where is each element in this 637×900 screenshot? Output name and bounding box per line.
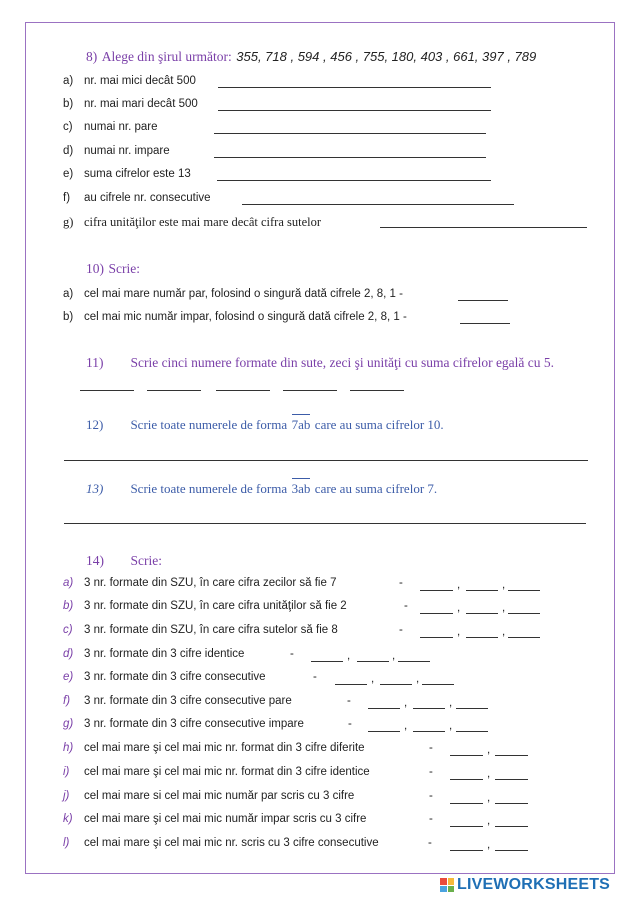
separator: , [487, 792, 491, 804]
answer-line-8f[interactable] [242, 204, 514, 205]
dash: - [347, 695, 351, 707]
answer-line-14c-1[interactable] [420, 637, 453, 638]
ex8-item-g [63, 215, 321, 230]
answer-line-14g-2[interactable] [413, 731, 445, 732]
answer-line-14j-1[interactable] [450, 803, 483, 804]
ex12-text-after: care au suma cifrelor 10. [314, 417, 444, 432]
item-letter: g) [63, 718, 74, 730]
item-text: numai nr. pare [84, 121, 158, 133]
answer-line-14d-3[interactable] [398, 661, 430, 662]
ex12-number: 12) [86, 417, 104, 432]
ex14-item-d [63, 648, 244, 660]
separator: , [487, 815, 491, 827]
answer-line-11-1[interactable] [80, 390, 134, 391]
ex14-item-h [63, 742, 365, 754]
answer-line-14k-2[interactable] [495, 826, 528, 827]
answer-line-14a-3[interactable] [508, 590, 540, 591]
dash: - [429, 790, 433, 802]
separator: , [502, 602, 506, 614]
item-text: cel mai mic număr impar, folosind o singură dată cifrele 2, 8, 1 - [84, 311, 407, 323]
dash: - [399, 624, 403, 636]
answer-line-14e-3[interactable] [422, 684, 454, 685]
answer-line-14c-2[interactable] [466, 637, 498, 638]
answer-line-14a-2[interactable] [466, 590, 498, 591]
separator: , [457, 626, 461, 638]
ex8-heading [86, 48, 536, 66]
ex14-number: 14) [86, 553, 104, 568]
item-letter: j) [63, 790, 70, 802]
separator: , [502, 579, 506, 591]
ex10-item-a [63, 288, 403, 300]
item-text: au cifrele nr. consecutive [84, 192, 211, 204]
ex8-number: 8) [86, 49, 98, 64]
ex14-item-a [63, 577, 336, 589]
ex14-item-e [63, 671, 266, 683]
item-letter: d) [63, 648, 74, 660]
item-text: suma cifrelor este 13 [84, 168, 191, 180]
item-text: 3 nr. formate din SZU, în care cifra unităţilor să fie 2 [84, 600, 347, 612]
ex14-item-i [63, 766, 370, 778]
answer-line-14e-2[interactable] [380, 684, 412, 685]
item-letter: g) [63, 215, 74, 229]
answer-line-14d-1[interactable] [311, 661, 343, 662]
separator: , [487, 839, 491, 851]
ex10-item-b [63, 311, 407, 323]
answer-line-10a[interactable] [458, 300, 508, 301]
ex13-number-form: 3ab [291, 481, 311, 496]
separator: , [392, 650, 396, 662]
dash: - [290, 648, 294, 660]
item-text: cel mai mare şi cel mai mic număr impar scris cu 3 cifre [84, 813, 367, 825]
item-text: 3 nr. formate din 3 cifre consecutive pare [84, 695, 292, 707]
ex13-heading [86, 480, 437, 498]
ex14-item-g [63, 718, 304, 730]
answer-line-14a-1[interactable] [420, 590, 453, 591]
answer-line-11-3[interactable] [216, 390, 270, 391]
item-text: cel mai mare şi cel mai mic nr. format din 3 cifre diferite [84, 742, 365, 754]
ex14-heading [86, 552, 162, 570]
ex14-item-l [63, 837, 379, 849]
brand-name: LIVEWORKSHEETS [457, 876, 611, 893]
item-letter: e) [63, 671, 74, 683]
separator: , [347, 650, 351, 662]
separator: , [502, 626, 506, 638]
answer-line-11-5[interactable] [350, 390, 404, 391]
separator: , [416, 673, 420, 685]
liveworksheets-logo [440, 876, 610, 894]
ex8-item-f [63, 192, 211, 204]
item-letter: b) [63, 600, 74, 612]
item-text: 3 nr. formate din 3 cifre identice [84, 648, 245, 660]
answer-line-14l-2[interactable] [495, 850, 528, 851]
ex12-text-before: Scrie toate numerele de forma [130, 417, 288, 432]
dash: - [399, 577, 403, 589]
item-text: cel mai mare număr par, folosind o singură dată cifrele 2, 8, 1 - [84, 288, 403, 300]
ex8-sequence: 355, 718 , 594 , 456 , 755, 180, 403 , 661, 397 , 789 [236, 49, 537, 64]
item-letter: f) [63, 695, 71, 707]
ex14-item-k [63, 813, 366, 825]
answer-line-14f-3[interactable] [456, 708, 488, 709]
dash: - [429, 742, 433, 754]
answer-line-14g-3[interactable] [456, 731, 488, 732]
answer-line-8g[interactable] [380, 227, 587, 228]
answer-line-8e[interactable] [217, 180, 491, 181]
item-text: cifra unităţilor este mai mare decât cifra sutelor [84, 215, 322, 229]
item-letter: c) [63, 121, 73, 133]
answer-line-10b[interactable] [460, 323, 510, 324]
answer-line-14i-2[interactable] [495, 779, 528, 780]
separator: , [457, 602, 461, 614]
item-letter: b) [63, 311, 74, 323]
answer-line-14i-1[interactable] [450, 779, 483, 780]
item-letter: l) [63, 837, 70, 849]
ex12-number-form: 7ab [291, 417, 311, 432]
item-text: cel mai mare şi cel mai mic nr. scris cu 3 cifre consecutive [84, 837, 379, 849]
dash: - [429, 766, 433, 778]
answer-line-12[interactable] [64, 460, 588, 461]
separator: , [404, 697, 408, 709]
item-letter: a) [63, 75, 74, 87]
ex11-text: Scrie cinci numere formate din sute, zeci şi unităţi cu suma cifrelor egală cu 5. [130, 355, 555, 370]
ex8-item-a [63, 75, 196, 87]
answer-line-11-4[interactable] [283, 390, 337, 391]
dash: - [313, 671, 317, 683]
ex13-text-after: care au suma cifrelor 7. [314, 481, 438, 496]
ex14-item-b [63, 600, 347, 612]
dash: - [428, 837, 432, 849]
item-text: 3 nr. formate din SZU, în care cifra sutelor să fie 8 [84, 624, 338, 636]
answer-line-8c[interactable] [214, 133, 486, 134]
ex10-heading [86, 260, 140, 278]
item-text: nr. mai mari decât 500 [84, 98, 198, 110]
ex13-text-before: Scrie toate numerele de forma [130, 481, 288, 496]
answer-line-14d-2[interactable] [357, 661, 389, 662]
ex11-heading [86, 354, 554, 372]
item-letter: b) [63, 98, 74, 110]
dash: - [404, 600, 408, 612]
ex11-number: 11) [86, 355, 104, 370]
item-letter: a) [63, 288, 74, 300]
separator: , [487, 744, 491, 756]
ex8-title: Alege din şirul următor: [101, 49, 232, 64]
answer-line-14g-1[interactable] [368, 731, 400, 732]
ex8-item-e [63, 168, 191, 180]
ex10-title: Scrie: [108, 261, 140, 276]
answer-line-8d[interactable] [214, 157, 486, 158]
answer-line-14h-1[interactable] [450, 755, 483, 756]
ex12-heading [86, 416, 444, 434]
separator: , [371, 673, 375, 685]
item-text: 3 nr. formate din SZU, în care cifra zecilor să fie 7 [84, 577, 337, 589]
ex14-title: Scrie: [130, 553, 162, 568]
answer-line-14f-2[interactable] [413, 708, 445, 709]
separator: , [449, 720, 453, 732]
item-letter: k) [63, 813, 73, 825]
ex14-item-f [63, 695, 292, 707]
separator: , [449, 697, 453, 709]
answer-line-14b-1[interactable] [420, 613, 453, 614]
logo-icon [440, 878, 454, 892]
separator: , [404, 720, 408, 732]
ex8-item-b [63, 98, 198, 110]
item-text: cel mai mare si cel mai mic număr par scris cu 3 cifre [84, 790, 355, 802]
ex14-item-j [63, 790, 354, 802]
answer-line-14l-1[interactable] [450, 850, 483, 851]
ex14-item-c [63, 624, 338, 636]
answer-line-11-2[interactable] [147, 390, 201, 391]
item-letter: f) [63, 192, 71, 204]
dash: - [348, 718, 352, 730]
item-text: 3 nr. formate din 3 cifre consecutive [84, 671, 266, 683]
item-letter: i) [63, 766, 70, 778]
answer-line-13[interactable] [64, 523, 586, 524]
item-letter: a) [63, 577, 74, 589]
answer-line-14e-1[interactable] [335, 684, 367, 685]
answer-line-8b[interactable] [218, 110, 491, 111]
separator: , [457, 579, 461, 591]
item-letter: e) [63, 168, 74, 180]
separator: , [487, 768, 491, 780]
answer-line-14b-2[interactable] [466, 613, 498, 614]
dash: - [429, 813, 433, 825]
answer-line-14j-2[interactable] [495, 803, 528, 804]
item-letter: d) [63, 145, 74, 157]
item-letter: h) [63, 742, 74, 754]
ex8-item-c [63, 121, 158, 133]
answer-line-14k-1[interactable] [450, 826, 483, 827]
item-text: cel mai mare şi cel mai mic nr. format din 3 cifre identice [84, 766, 370, 778]
ex10-number: 10) [86, 261, 104, 276]
answer-line-14c-3[interactable] [508, 637, 540, 638]
item-text: numai nr. impare [84, 145, 170, 157]
ex8-item-d [63, 145, 170, 157]
answer-line-8a[interactable] [218, 87, 491, 88]
answer-line-14f-1[interactable] [368, 708, 400, 709]
ex13-number: 13) [86, 481, 104, 496]
item-text: nr. mai mici decât 500 [84, 75, 196, 87]
item-text: 3 nr. formate din 3 cifre consecutive impare [84, 718, 304, 730]
answer-line-14h-2[interactable] [495, 755, 528, 756]
answer-line-14b-3[interactable] [508, 613, 540, 614]
item-letter: c) [63, 624, 73, 636]
